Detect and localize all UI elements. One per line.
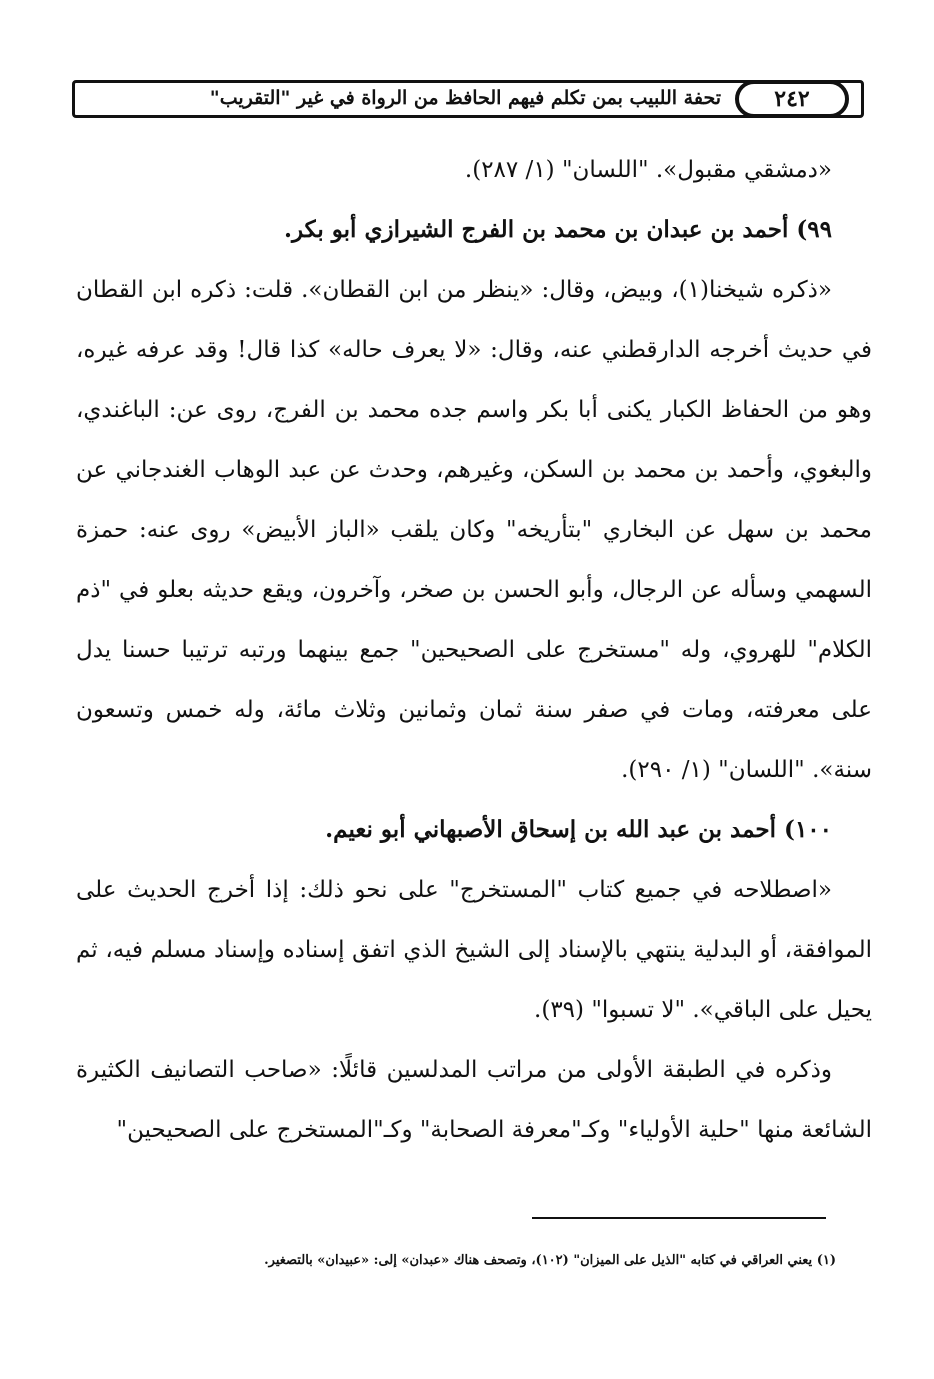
paragraph-continuation: «دمشقي مقبول». "اللسان" (١/ ٢٨٧). bbox=[464, 157, 832, 183]
entry-heading-100: ١٠٠) أحمد بن عبد الله بن إسحاق الأصبهاني أبو نعيم. bbox=[325, 816, 832, 843]
paragraph-entry-99: «ذكره شيخنا(١)، وبيض، وقال: «ينظر من ابن القطان». قلت: ذكره ابن القطان في حديث أخرجه الدارقطني عنه، وقال: «لا يعرف حاله» كذا قال! وقد عرفه غيره، وهو من الحفاظ الكبار يكنى أبا بكر واسم جده محمد بن الفرج، روى عن: الباغندي، والبغوي، وأحمد بن محمد بن السكن، وغيرهم، وحدث عن عبد الوهاب الغندجاني عن محمد بن سهل عن البخاري "بتأريخه" وكان يلقب «الباز الأبيض» روى عنه: حمزة السهمي وسأله عن الرجال، وأبو الحسن بن صخر، وآخرون، ويقع حديثه بعلو في "ذم الكلام" للهروي، وله "مستخرج على الصحيحين" جمع بينهما ورتبه ترتيبا حسنا يدل على معرفته، ومات في صفر سنة ثمان وثمانين وثلاث مائة، وله خمس وتسعون سنة». "اللسان" (١/ ٢٩٠). bbox=[76, 277, 872, 783]
header-title: تحفة اللبيب بمن تكلم فيهم الحافظ من الرواة في غير "التقريب" bbox=[209, 87, 721, 109]
footnote-divider bbox=[532, 1217, 826, 1219]
entry-heading-99: ٩٩) أحمد بن عبدان بن محمد بن الفرج الشيرازي أبو بكر. bbox=[283, 216, 832, 243]
footnote: (١) يعني العراقي في كتابه "الذيل على الميزان" (١٠٢)، وتصحف هناك «عبدان» إلى: «عبيدان» بالتصغير. bbox=[264, 1253, 836, 1268]
paragraph-entry-100: «اصطلاحه في جميع كتاب "المستخرج" على نحو ذلك: إذا أخرج الحديث على الموافقة، أو البدلية ينتهي بالإسناد إلى الشيخ الذي اتفق إسناده وإسناد مسلم فيه، ثم يحيل على الباقي». "لا تسبوا" (٣٩). bbox=[76, 877, 872, 1023]
page-number: ٢٤٢ bbox=[735, 80, 849, 118]
main-text bbox=[76, 140, 872, 1160]
paragraph-mudallisin: وذكره في الطبقة الأولى من مراتب المدلسين قائلًا: «صاحب التصانيف الكثيرة الشائعة منها "حلية الأولياء" وكـ"معرفة الصحابة" وكـ"المستخرج على الصحيحين" bbox=[76, 1057, 872, 1143]
running-header bbox=[72, 80, 864, 118]
